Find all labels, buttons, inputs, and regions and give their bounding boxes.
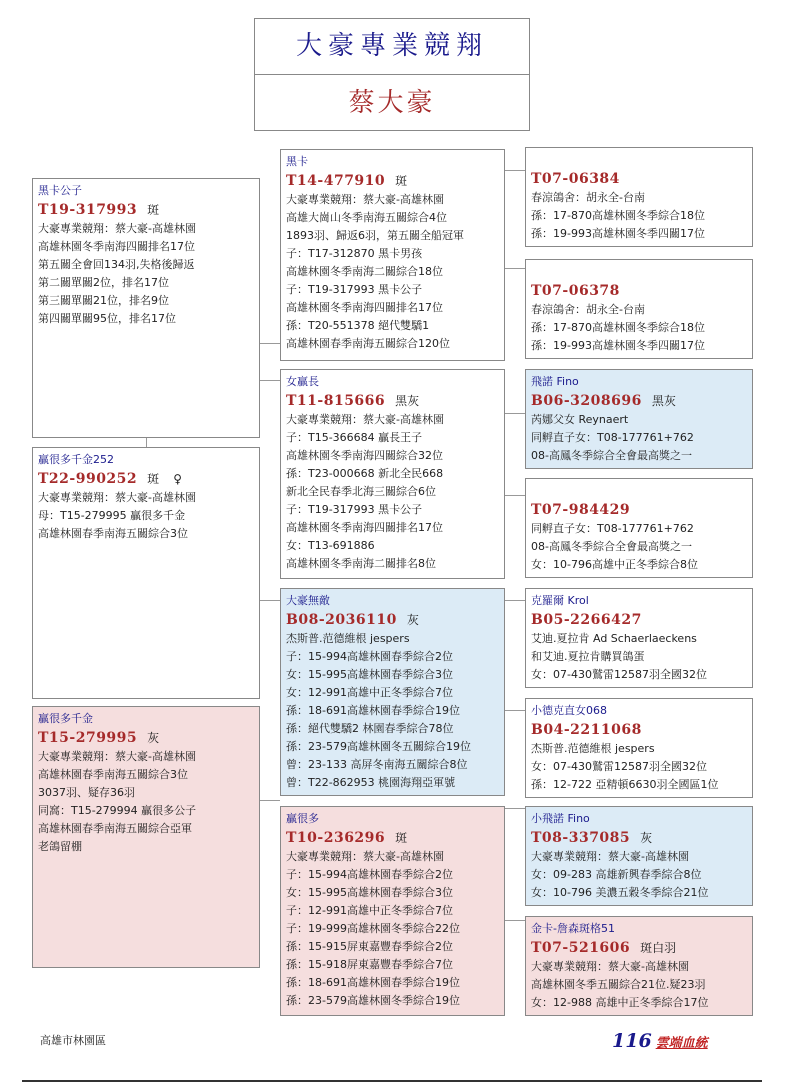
detail-line: 孫：T20-551378 絕代雙驕1 bbox=[286, 319, 430, 332]
connector-line bbox=[260, 343, 280, 344]
detail-line: 女：10-796 美濃五穀冬季綜合21位 bbox=[531, 886, 709, 899]
detail-line: 女：07-430鷲雷12587羽全國32位 bbox=[531, 668, 707, 681]
feather-color: 斑 bbox=[395, 174, 408, 188]
title-box bbox=[254, 18, 530, 131]
detail-line: 同窩：T15-279994 贏很多公子 bbox=[38, 804, 197, 817]
detail-line: 大豪專業競翔：蔡大豪-高雄林園 bbox=[38, 222, 196, 235]
detail-line: 子：T15-366684 贏長王子 bbox=[286, 431, 423, 444]
ring-number: B04-2211068 bbox=[531, 722, 642, 738]
detail-line: 高雄林園春季南海五關綜合120位 bbox=[286, 337, 450, 350]
ring-number: T08-337085 bbox=[531, 830, 631, 846]
owner-name: 蔡大豪 bbox=[348, 88, 436, 118]
pigeon-card-great-4 bbox=[525, 478, 753, 578]
pigeon-card-dam-dam-sire bbox=[280, 806, 505, 1016]
connector-line bbox=[146, 437, 147, 447]
detail-line: 孫：23-579高雄林園冬季綜合19位 bbox=[286, 994, 460, 1007]
detail-line: 高雄林園冬季南海四關綜合32位 bbox=[286, 449, 443, 462]
detail-line: 第四關單關95位，排名17位 bbox=[38, 312, 176, 325]
detail-line: 女：10-796高雄中正冬季綜合8位 bbox=[531, 558, 698, 571]
detail-line: 孫：18-691高雄林園春季綜合19位 bbox=[286, 704, 460, 717]
detail-line: 女：09-283 高雄新興春季綜合8位 bbox=[531, 868, 702, 881]
connector-line bbox=[505, 600, 525, 601]
detail-line: 1893羽、歸返6羽，第五關全船冠軍 bbox=[286, 229, 464, 242]
detail-line: 孫：絕代雙驕2 林園春季綜合78位 bbox=[286, 722, 454, 735]
connector-line bbox=[505, 170, 525, 171]
pigeon-card-great-3 bbox=[525, 369, 753, 469]
ring-number: T15-279995 bbox=[38, 730, 138, 746]
detail-line: 3037羽、疑存36羽 bbox=[38, 786, 135, 799]
detail-line: 老鴿留棚 bbox=[38, 840, 82, 853]
detail-line: 孫：12-722 亞精頓6630羽全國區1位 bbox=[531, 778, 719, 791]
detail-line: 大豪專業競翔：蔡大豪-高雄林園 bbox=[531, 850, 689, 863]
connector-line bbox=[505, 710, 525, 711]
bottom-divider bbox=[22, 1080, 762, 1082]
detail-line: 杰斯普.范德維根 jespers bbox=[286, 632, 410, 645]
detail-line: 高雄林園冬季南海二關排名8位 bbox=[286, 557, 436, 570]
pigeon-card-dam bbox=[32, 447, 260, 699]
detail-line: 母：T15-279995 贏很多千金 bbox=[38, 509, 186, 522]
detail-line: 孫：19-993高雄林園冬季四關17位 bbox=[531, 339, 705, 352]
nickname: 女贏長 bbox=[286, 375, 319, 388]
feather-color: 灰 bbox=[147, 731, 160, 745]
detail-line: 孫：23-579高雄林園冬五關綜合19位 bbox=[286, 740, 471, 753]
feather-color: 斑 bbox=[147, 472, 160, 486]
detail-line: 高雄林園冬季南海四關排名17位 bbox=[286, 301, 443, 314]
pigeon-card-great-7 bbox=[525, 806, 753, 906]
detail-line: 芮娜父女 Reynaert bbox=[531, 413, 629, 426]
ring-number: T07-521606 bbox=[531, 940, 631, 956]
detail-line: 新北全民春季北海三關綜合6位 bbox=[286, 485, 436, 498]
ring-number: B06-3208696 bbox=[531, 393, 642, 409]
connector-line bbox=[505, 495, 525, 496]
detail-line: 子：T19-317993 黑卡公子 bbox=[286, 283, 423, 296]
detail-line: 子：19-999高雄林園冬季綜合22位 bbox=[286, 922, 460, 935]
pigeon-card-dam-sire bbox=[280, 588, 505, 796]
detail-line: 女：T13-691886 bbox=[286, 539, 375, 552]
nickname: 黑卡公子 bbox=[38, 184, 82, 197]
feather-color: 黑灰 bbox=[651, 394, 676, 408]
detail-line: 孫：17-870高雄林園冬季綜合18位 bbox=[531, 321, 705, 334]
nickname: 大豪無敵 bbox=[286, 594, 330, 607]
detail-line: 孫：T23-000668 新北全民668 bbox=[286, 467, 444, 480]
nickname: 贏很多千金 bbox=[38, 712, 93, 725]
ring-number: T07-06378 bbox=[531, 283, 620, 299]
ring-number: T11-815666 bbox=[286, 393, 386, 409]
detail-line: 和艾迪.夏拉肯購買鴿蛋 bbox=[531, 650, 645, 663]
detail-line: 大豪專業競翔：蔡大豪-高雄林園 bbox=[286, 413, 444, 426]
feather-color: 斑 bbox=[147, 203, 160, 217]
nickname: 克羅爾 Krol bbox=[531, 594, 589, 607]
detail-line: 高雄林園春季南海五關綜合亞軍 bbox=[38, 822, 192, 835]
pigeon-card-sire-sire bbox=[280, 149, 505, 361]
connector-line bbox=[260, 800, 280, 801]
ring-number: B05-2266427 bbox=[531, 612, 642, 628]
brand-logo bbox=[612, 1030, 708, 1052]
detail-line: 高雄林園冬季南海二關綜合18位 bbox=[286, 265, 443, 278]
detail-line: 女：12-991高雄中正冬季綜合7位 bbox=[286, 686, 453, 699]
detail-line: 大豪專業競翔：蔡大豪-高雄林園 bbox=[286, 193, 444, 206]
detail-line: 大豪專業競翔：蔡大豪-高雄林園 bbox=[531, 960, 689, 973]
detail-line: 高雄林園冬季南海四關排名17位 bbox=[38, 240, 195, 253]
detail-line: 高雄林園春季南海五關綜合3位 bbox=[38, 527, 188, 540]
pigeon-card-sire bbox=[32, 178, 260, 438]
detail-line: 子：T17-312870 黑卡男孩 bbox=[286, 247, 423, 260]
ring-number: B08-2036110 bbox=[286, 612, 397, 628]
detail-line: 同孵直子女：T08-177761+762 bbox=[531, 431, 694, 444]
detail-line: 08-高鳳冬季綜合全會最高獎之一 bbox=[531, 540, 692, 553]
nickname: 金卡-詹森斑格51 bbox=[531, 922, 615, 935]
pigeon-card-great-6 bbox=[525, 698, 753, 798]
nickname: 小德克直女068 bbox=[531, 704, 607, 717]
logo-text: 雲端血統 bbox=[655, 1036, 708, 1051]
nickname: 黑卡 bbox=[286, 155, 308, 168]
detail-line: 高雄林園春季南海五關綜合3位 bbox=[38, 768, 188, 781]
detail-line: 女：15-995高雄林園春季綜合3位 bbox=[286, 886, 453, 899]
detail-line: 女：07-430鷲雷12587羽全國32位 bbox=[531, 760, 707, 773]
detail-line: 杰斯普.范德維根 jespers bbox=[531, 742, 655, 755]
loft-name: 大豪專業競翔 bbox=[255, 19, 529, 75]
feather-color: 黑灰 bbox=[395, 394, 420, 408]
detail-line: 第三關單關21位，排名9位 bbox=[38, 294, 169, 307]
detail-line: 孫：19-993高雄林園冬季四關17位 bbox=[531, 227, 705, 240]
detail-line: 女：12-988 高雄中正冬季綜合17位 bbox=[531, 996, 709, 1009]
connector-line bbox=[505, 413, 525, 414]
logo-number: 116 bbox=[612, 1030, 652, 1052]
connector-line bbox=[260, 600, 280, 601]
feather-color: 灰 bbox=[406, 613, 419, 627]
connector-line bbox=[505, 920, 525, 921]
pigeon-card-great-5 bbox=[525, 588, 753, 688]
detail-line: 08-高鳳冬季綜合全會最高獎之一 bbox=[531, 449, 692, 462]
nickname: 飛諾 Fino bbox=[531, 375, 579, 388]
detail-line: 子：15-994高雄林園春季綜合2位 bbox=[286, 650, 453, 663]
detail-line: 子：T19-317993 黑卡公子 bbox=[286, 503, 423, 516]
connector-line bbox=[505, 268, 525, 269]
detail-line: 春涼鴿舍：胡永全-台南 bbox=[531, 191, 645, 204]
detail-line: 曾：23-133 高屏冬南海五關綜合8位 bbox=[286, 758, 468, 771]
nickname: 贏很多千金252 bbox=[38, 453, 114, 466]
pigeon-card-great-2 bbox=[525, 259, 753, 359]
ring-number: T07-06384 bbox=[531, 171, 620, 187]
detail-line: 孫：17-870高雄林園冬季綜合18位 bbox=[531, 209, 705, 222]
detail-line: 子：15-994高雄林園春季綜合2位 bbox=[286, 868, 453, 881]
ring-number: T10-236296 bbox=[286, 830, 386, 846]
detail-line: 女：15-995高雄林園春季綜合3位 bbox=[286, 668, 453, 681]
detail-line: 第五關全會回134羽,失格後歸返 bbox=[38, 258, 195, 271]
detail-line: 春涼鴿舍：胡永全-台南 bbox=[531, 303, 645, 316]
detail-line: 孫：15-915屏東嘉豐春季綜合2位 bbox=[286, 940, 453, 953]
detail-line: 艾迪.夏拉肯 Ad Schaerlaeckens bbox=[531, 632, 697, 645]
female-symbol-icon: ♀ bbox=[173, 472, 182, 486]
nickname: 小飛諾 Fino bbox=[531, 812, 590, 825]
pigeon-card-great-8 bbox=[525, 916, 753, 1016]
feather-color: 斑 bbox=[395, 831, 408, 845]
ring-number: T19-317993 bbox=[38, 202, 138, 218]
feather-color: 灰 bbox=[640, 831, 653, 845]
nickname: 贏很多 bbox=[286, 812, 319, 825]
detail-line: 孫：18-691高雄林園春季綜合19位 bbox=[286, 976, 460, 989]
detail-line: 第二關單關2位，排名17位 bbox=[38, 276, 169, 289]
detail-line: 曾：T22-862953 桃園海翔亞軍號 bbox=[286, 776, 456, 789]
ring-number: T14-477910 bbox=[286, 173, 386, 189]
detail-line: 大豪專業競翔：蔡大豪-高雄林園 bbox=[38, 750, 196, 763]
detail-line: 高雄林園冬季五關綜合21位.疑23羽 bbox=[531, 978, 706, 991]
detail-line: 高雄大崗山冬季南海五關綜合4位 bbox=[286, 211, 447, 224]
feather-color: 斑白羽 bbox=[640, 941, 677, 955]
ring-number: T22-990252 bbox=[38, 471, 138, 487]
footer-location: 高雄市林園區 bbox=[40, 1034, 106, 1047]
pigeon-card-great-1 bbox=[525, 147, 753, 247]
detail-line: 大豪專業競翔：蔡大豪-高雄林園 bbox=[286, 850, 444, 863]
pigeon-card-sire-dam bbox=[280, 369, 505, 579]
detail-line: 孫：15-918屏東嘉豐春季綜合7位 bbox=[286, 958, 453, 971]
detail-line: 子：12-991高雄中正冬季綜合7位 bbox=[286, 904, 453, 917]
detail-line: 高雄林園冬季南海四關排名17位 bbox=[286, 521, 443, 534]
ring-number: T07-984429 bbox=[531, 502, 631, 518]
detail-line: 同孵直子女：T08-177761+762 bbox=[531, 522, 694, 535]
detail-line: 大豪專業競翔：蔡大豪-高雄林園 bbox=[38, 491, 196, 504]
connector-line bbox=[260, 380, 280, 381]
connector-line bbox=[505, 808, 525, 809]
pigeon-card-dam-dam bbox=[32, 706, 260, 968]
